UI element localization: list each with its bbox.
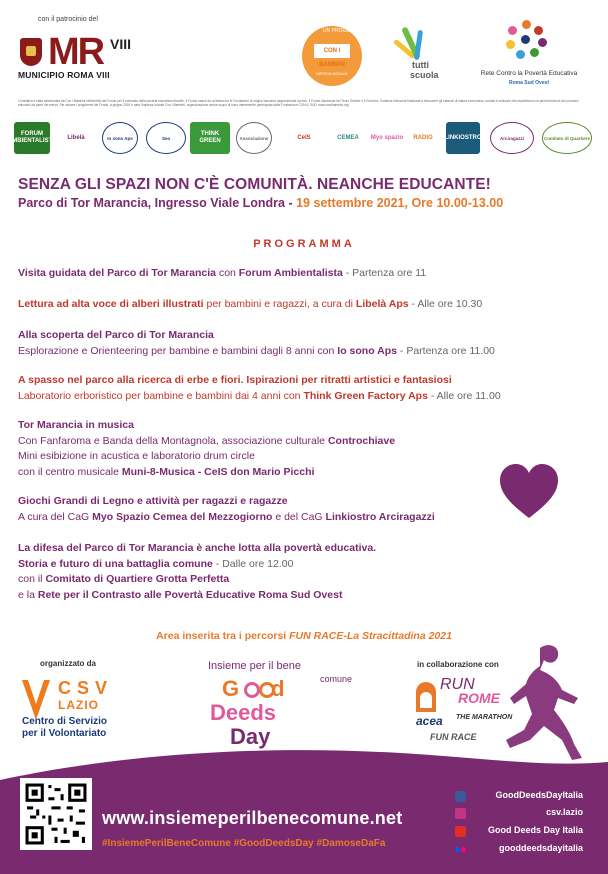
event-org: Controchiave — [327, 434, 396, 447]
patrocinio-label: con il patrocinio del — [38, 16, 98, 23]
partner-logo — [236, 122, 272, 154]
event-title: Visita guidata del Parco di Tor Marancia — [18, 267, 217, 279]
partner-logo — [102, 122, 138, 154]
partner-logo — [542, 122, 592, 154]
event-org: Myo Spazio Cemea del Mezzogiorno — [92, 510, 273, 523]
gdd-day: Day — [230, 724, 271, 749]
stroke-icon — [414, 30, 423, 60]
partner-logo — [406, 122, 440, 154]
partner-logo — [146, 122, 186, 154]
partner-logo — [7, 122, 57, 154]
social-instagram[interactable] — [455, 807, 595, 821]
event-org: Io sono Aps — [337, 344, 397, 357]
partner-logo — [490, 122, 534, 154]
partner-name: LINKIOSTRO — [444, 134, 482, 141]
comune-label: comune — [320, 674, 353, 684]
event-title: Alla scoperta del Parco di Tor Marancia — [18, 329, 214, 341]
municipio-mr: MR — [48, 31, 104, 73]
instagram-icon — [455, 808, 466, 819]
event-org: Rete per il Contrasto alle Povertà Educative Roma Sud Ovest — [37, 588, 343, 601]
website-link[interactable]: www.insiemeperilbenecomune.net — [102, 808, 403, 828]
event-org: Forum Ambientalista — [238, 267, 343, 279]
partner-name: Sea — [161, 135, 170, 141]
event-title: Lettura ad alta voce di alberi illustrati — [18, 298, 204, 310]
partner-logos-row — [7, 118, 598, 160]
event-text: Mini esibizione in acustica e laboratorio drum circle — [18, 450, 255, 462]
event-title: Storia e futuro di una battaglia comune — [18, 557, 213, 570]
csv-desc-2: per il Volontariato — [22, 728, 107, 739]
event-org: Think Green Factory Aps — [303, 389, 428, 402]
social-handle: gooddeedsdayitalia — [498, 843, 583, 853]
partner-name: Libelà — [67, 134, 85, 141]
event-time: - Alle ore 11.00 — [430, 389, 501, 402]
event-time: - Alle ore 10.30 — [411, 298, 483, 310]
partner-name: Myo spazio — [370, 134, 404, 141]
event-2 — [18, 297, 598, 313]
event-time: - Dalle ore 12.00 — [215, 557, 294, 570]
bambini-foot: IMPRESA SOCIALE — [316, 72, 348, 76]
insieme-label: Insieme per il bene — [208, 660, 301, 672]
event-time: - Partenza ore 11 — [345, 267, 427, 279]
event-org: Libelà Aps — [355, 298, 409, 310]
qr-code[interactable] — [20, 778, 92, 850]
partner-name: Io sono Aps — [107, 135, 133, 141]
partner-logo — [370, 122, 404, 154]
rete-poverta-logo — [470, 20, 588, 90]
gdd-g: G d — [222, 676, 285, 701]
social-handle: csv.lazio — [546, 807, 583, 817]
partner-name: FORUM AMBIENTALISTA — [7, 131, 57, 144]
people-dots-icon — [504, 20, 548, 60]
tutti-line2: scuola — [410, 70, 439, 80]
event-title: Giochi Grandi di Legno e attività per ragazzi e ragazze — [18, 495, 288, 507]
csv-region: LAZIO — [58, 698, 99, 712]
social-flickr[interactable] — [455, 843, 595, 857]
social-youtube[interactable] — [455, 825, 595, 839]
municipio-logo — [18, 32, 136, 84]
header-logos — [0, 0, 608, 175]
facebook-icon — [455, 791, 466, 802]
partner-logo — [190, 122, 230, 154]
runner-silhouette-icon — [470, 640, 608, 770]
event-title: La difesa del Parco di Tor Marancia è anche lotta alla povertà educativa. — [18, 542, 377, 554]
rome-text: ROME — [458, 690, 500, 706]
heart-icon — [498, 462, 560, 520]
partner-name: Comitato di Quartiere — [543, 135, 590, 141]
run-text: RUN — [440, 676, 475, 693]
acea-text: acea — [416, 714, 443, 728]
youtube-icon — [455, 826, 466, 837]
event-1 — [18, 266, 598, 282]
event-4 — [18, 373, 598, 404]
collab-label: in collaborazione con — [417, 660, 499, 669]
event-text: con il — [18, 573, 43, 585]
event-subtitle — [18, 196, 608, 210]
rete-line2: Roma Sud Ovest — [508, 80, 549, 86]
marathon-text: THE MARATHON — [456, 714, 513, 721]
social-handle: Good Deeds Day Italia — [487, 825, 583, 835]
municipio-name: MUNICIPIO ROMA VIII — [18, 70, 110, 80]
event-text: con il centro musicale — [18, 465, 119, 478]
hashtags: #InsiemePerilBeneComune #GoodDeedsDay #DamoseDaFa — [102, 838, 386, 849]
social-handle: GoodDeedsDayItalia — [495, 790, 583, 800]
partner-name: RADIO — [413, 134, 433, 141]
event-text: Con Fanfaroma e Banda della Montagnola, associazione culturale — [18, 434, 326, 447]
event-text: e del CaG — [275, 510, 323, 523]
bambini-tag: UN PROGETTO — [323, 28, 360, 34]
con-i-bambini-logo — [302, 26, 362, 86]
organizzato-label: organizzato da — [40, 659, 97, 668]
partner-logo — [284, 122, 324, 154]
partner-logo — [446, 122, 480, 154]
footer — [0, 764, 608, 874]
event-date: 19 settembre 2021, Ore 10.00-13.00 — [296, 196, 504, 210]
rete-line1: Rete Contro la Povertà Educativa — [480, 70, 578, 77]
event-3 — [18, 328, 598, 359]
event-org: Comitato di Quartiere Grotta Perfetta — [45, 573, 230, 585]
event-text: Laboratorio erboristico per bambine e bambini dai 4 anni con — [18, 389, 301, 402]
bambini-name: CON I BAMBINI — [314, 44, 350, 58]
social-facebook[interactable] — [455, 790, 595, 804]
area-race: FUN RACE-La Stracittadina 2021 — [289, 630, 452, 642]
event-text: con — [218, 267, 236, 279]
fun-race-text: FUN RACE — [430, 732, 477, 742]
page-title: SENZA GLI SPAZI NON C'È COMUNITÀ. NEANCHE EDUCANTE! — [18, 176, 491, 193]
partner-name: Associazione — [239, 135, 269, 141]
partner-logo — [330, 122, 366, 154]
event-7 — [18, 541, 598, 603]
csv-desc-1: Centro di Servizio — [22, 716, 108, 727]
csv-lazio-logo — [20, 676, 140, 738]
crest-icon — [20, 38, 42, 66]
flickr-icon — [455, 844, 466, 855]
event-time: - Partenza ore 11.00 — [399, 344, 495, 357]
partner-name: Arciragazzi — [499, 135, 524, 141]
partner-logo — [58, 122, 94, 154]
tutti-line1: tutti — [412, 60, 429, 70]
event-text: Esplorazione e Orienteering per bambine e bambini dagli 8 anni con — [18, 344, 335, 357]
partner-name: THINK GREEN — [199, 131, 221, 144]
csv-name: CSV — [58, 678, 114, 698]
partner-name: CEMEA — [337, 134, 359, 141]
area-prefix: Area inserita tra i percorsi — [156, 630, 287, 642]
event-text: A cura del CaG — [18, 510, 90, 523]
fineprint: L'iniziativa è stata selezionata da Con i Bambini nell'ambito del Fondo per il contrasto della povertà educativa minorile. Il Fondo nasce da un'intesa tra le Fondazioni di origine bancaria rappresentate da Acri, il Forum Nazionale del Terzo Settore e il Governo. Sostiene interventi finalizzati a rimuovere gli ostacoli di natura economica, sociale e culturale che impediscono la piena fruizione dei processi educativi da parte dei minori. Per attuare i programmi del Fondo, a giugno 2016 è nata l'impresa sociale Con i Bambini, organizzazione senza scopo di lucro interamente partecipata dalla Fondazione CON IL SUD. www.conibambini.org — [18, 99, 579, 108]
colosseum-icon — [416, 682, 436, 712]
event-org: Linkiostro Arciragazzi — [325, 510, 435, 523]
programma-heading: PROGRAMMA — [253, 238, 355, 250]
event-org: Muni-8-Musica - CeIS don Mario Picchi — [121, 465, 315, 478]
event-title: Tor Marancia in musica — [18, 419, 134, 431]
municipio-viii: VIII — [110, 36, 132, 52]
tutti-a-scuola-logo — [388, 26, 444, 86]
gdd-deeds: Deeds — [210, 700, 277, 725]
event-title: A spasso nel parco alla ricerca di erbe e fiori. Ispirazioni per ritratti artistici e fantasiosi — [18, 374, 452, 386]
partner-name: CeIS — [297, 134, 311, 141]
hearts-icon — [244, 680, 276, 698]
event-text: e la — [18, 588, 35, 601]
event-place: Parco di Tor Marancia, Ingresso Viale Londra - — [18, 196, 293, 210]
event-text: per bambini e ragazzi, a cura di — [206, 298, 353, 310]
